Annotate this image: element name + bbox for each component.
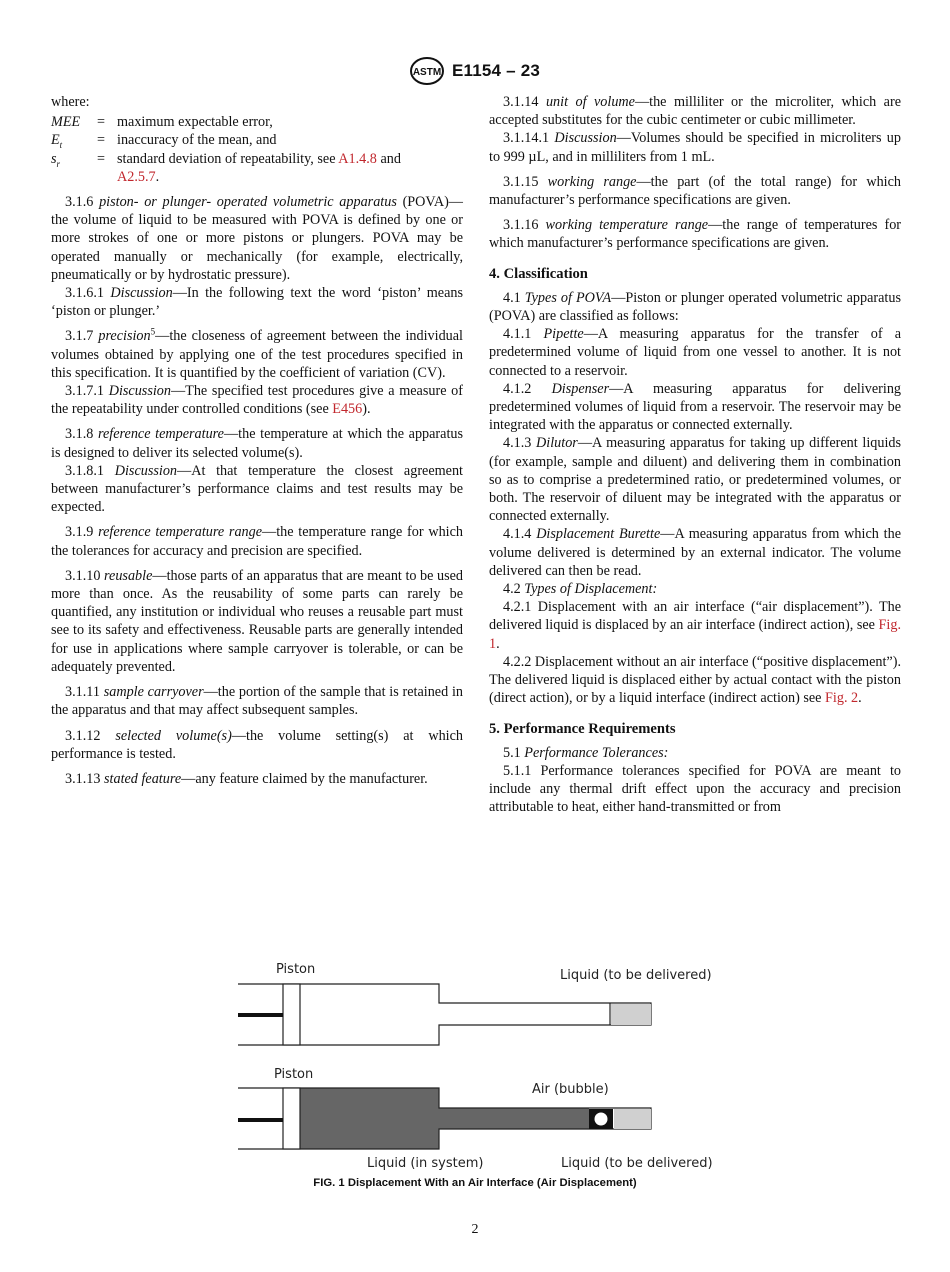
para-3-1-9: 3.1.9 reference temperature range—the temperature range for which the tolerances for accuracy and precision are specified. xyxy=(51,524,463,559)
link-a148[interactable]: A1.4.8 xyxy=(338,150,377,167)
para-4-1-4: 4.1.4 Displacement Burette—A measuring apparatus from which the volume delivered is determined by an external indicator. The volume delivered can then be read. xyxy=(489,526,901,579)
para-4-1: 4.1 Types of POVA—Piston or plunger operated volumetric apparatus (POVA) are classified as follows: xyxy=(489,289,901,325)
where-label: where: xyxy=(51,94,90,110)
para-3-1-6-1: 3.1.6.1 Discussion—In the following text the word ‘piston’ means ‘piston or plunger.’ xyxy=(51,285,463,320)
para-4-2-2: 4.2.2 Displacement without an air interface (“positive displacement”). The delivered liquid is displaced either by actual contact with the piston (direct action), or by a liquid interface (indirect action) see Fig. 2. xyxy=(489,653,901,707)
label-piston-bottom: Piston xyxy=(274,1067,314,1082)
liquid-system xyxy=(300,1088,439,1149)
liquid-deliver-top xyxy=(611,1004,651,1025)
para-4-1-3: 4.1.3 Dilutor—A measuring apparatus for taking up different liquids (for example, sample and diluent) and delivering them in combination so as to comprise a predetermined ratio, or predetermined volumes, or both. The reservoir of diluent may be integrated with the apparatus or connected externally. xyxy=(489,435,902,525)
link-a257[interactable]: A2.5.7 xyxy=(117,168,156,185)
para-4-2: 4.2 Types of Displacement: xyxy=(503,581,658,598)
definition-sr: $s_r$ = standard deviation of repeatability, see A1.4.8 and A2.5.7. xyxy=(51,150,401,185)
left-column xyxy=(51,93,463,788)
para-3-1-12: 3.1.12 selected volume(s)—the volume setting(s) at which performance is tested. xyxy=(51,727,463,762)
top-apparatus xyxy=(238,962,712,1045)
para-4-1-2: 4.1.2 Dispenser—A measuring apparatus for delivering predetermined volumes of liquid from a reservoir. The reservoir may be integrated with the apparatus or connected externally. xyxy=(489,380,902,434)
label-liquid-deliver-bottom: Liquid (to be delivered) xyxy=(561,1156,713,1171)
piston-head-top xyxy=(283,984,300,1045)
para-3-1-14: 3.1.14 unit of volume—the milliliter or the microliter, which are accepted substitutes for the cubic centimeter or cubic millimeter. xyxy=(489,94,901,129)
para-5-1: 5.1 Performance Tolerances: xyxy=(503,744,669,761)
para-5-1-1: 5.1.1 Performance tolerances specified for POVA are meant to include any thermal drift effect upon the accuracy and precision attributable to heat, either hand-transmitted or from xyxy=(489,762,901,816)
link-fig-1[interactable]: Fig. 1 xyxy=(489,617,901,652)
page-header xyxy=(0,56,950,86)
label-piston-top: Piston xyxy=(276,962,316,977)
para-3-1-15: 3.1.15 working range—the part (of the total range) for which manufacturer’s performance specifications are given. xyxy=(489,173,901,209)
label-liquid-deliver-top: Liquid (to be delivered) xyxy=(560,968,712,983)
astm-logo-icon xyxy=(410,56,444,86)
para-3-1-6: 3.1.6 piston- or plunger- operated volumetric apparatus (POVA)—the volume of liquid to be measured with POVA is defined by one or more strokes of one or more pistons or plungers. POVA may be operated manually or mechanically (for example, electrically, pneumatically or by hydrostatic pressure). xyxy=(51,194,463,283)
bottom-apparatus xyxy=(238,1067,713,1171)
para-3-1-8-1: 3.1.8.1 Discussion—At that temperature the closest agreement between manufacturer’s performance claims and test results may be expected. xyxy=(51,462,464,516)
page-number: 2 xyxy=(471,1222,479,1237)
para-3-1-10: 3.1.10 reusable—those parts of an apparatus that are meant to be used more than once. As the reusability of some parts can rarely be quantified, any institution or individual who reuses a reusable part must see to its safety and effectiveness. Reusable parts are generally intended for use in applications where sample carryover is tolerable, or can be adequately prevented. xyxy=(51,567,464,675)
liquid-deliver-bottom xyxy=(614,1109,651,1129)
section-heading-classification: 4. Classification xyxy=(489,265,588,282)
para-4-2-1: 4.2.1 Displacement with an air interface (“air displacement”). The delivered liquid is displaced by an air interface (indirect action), see Fig. 1. xyxy=(489,599,901,652)
figure-caption: FIG. 1 Displacement With an Air Interface (Air Displacement) xyxy=(313,1177,637,1189)
para-3-1-11: 3.1.11 sample carryover—the portion of the sample that is retained in the apparatus and that may affect subsequent samples. xyxy=(51,684,463,719)
link-fig-2[interactable]: Fig. 2 xyxy=(825,690,859,707)
section-heading-performance: 5. Performance Requirements xyxy=(489,720,676,737)
definition-et: $E_t$ = inaccuracy of the mean, and xyxy=(51,132,277,151)
figure-1-diagram xyxy=(230,955,720,1175)
piston-head-bottom xyxy=(283,1088,300,1149)
para-3-1-14-1: 3.1.14.1 Discussion—Volumes should be specified in microliters up to 999 µL, and in milliliters from 1 mL. xyxy=(489,130,901,165)
para-4-1-1: 4.1.1 Pipette—A measuring apparatus for the transfer of a predetermined volume of liquid from one vessel to another. It is not connected to a reservoir. xyxy=(489,326,901,379)
para-3-1-7: 3.1.7 precision$^5$—the closeness of agreement between the individual volumes obtained by applying one of the test procedures specified in this specification. It is quantified by the coefficient of variation (CV). xyxy=(51,326,464,381)
right-column xyxy=(489,93,901,817)
air-bubble xyxy=(595,1113,608,1126)
para-3-1-13: 3.1.13 stated feature—any feature claimed by the manufacturer. xyxy=(65,770,428,787)
svg-text:ASTM: ASTM xyxy=(412,67,442,78)
para-3-1-8: 3.1.8 reference temperature—the temperature at which the apparatus is designed to deliver its selected volume(s). xyxy=(51,426,464,461)
para-3-1-7-1: 3.1.7.1 Discussion—The specified test procedures give a measure of the repeatability under controlled conditions (see E456). xyxy=(51,383,463,418)
document-designation: E1154 – 23 xyxy=(451,61,541,80)
label-air-bubble: Air (bubble) xyxy=(532,1082,609,1097)
link-e456[interactable]: E456 xyxy=(332,401,363,418)
definition-mee: MEE = maximum expectable error, xyxy=(51,114,273,131)
para-3-1-16: 3.1.16 working temperature range—the range of temperatures for which manufacturer’s performance specifications are given. xyxy=(489,217,902,252)
definition-list xyxy=(51,113,463,186)
label-liquid-system: Liquid (in system) xyxy=(367,1156,484,1171)
